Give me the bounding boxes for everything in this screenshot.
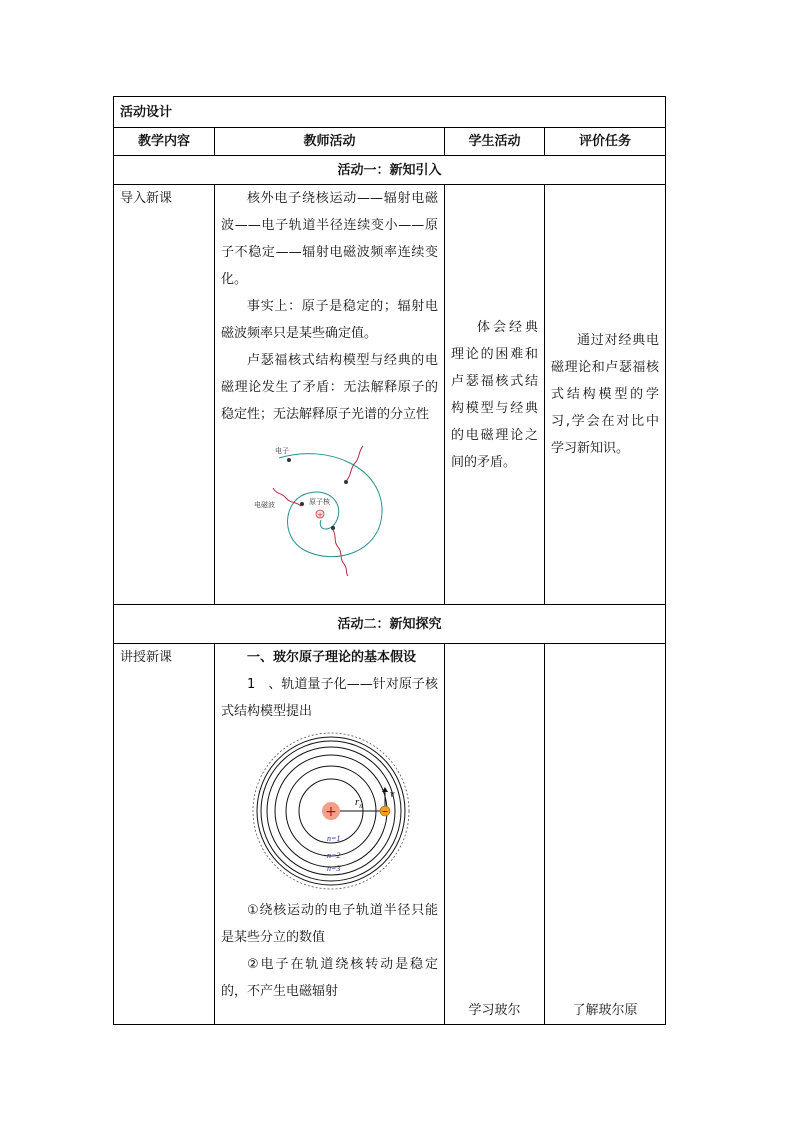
activity1-content: 导入新课 bbox=[114, 185, 215, 605]
activity2-content: 讲授新课 bbox=[114, 644, 215, 1025]
electron-dot-1 bbox=[287, 458, 291, 462]
nucleus-plus: + bbox=[317, 511, 323, 519]
electron-label: 电子 bbox=[275, 447, 289, 455]
activity1-teacher-p1: 核外电子绕核运动——辐射电磁波——电子轨道半径连续变小——原子不稳定——辐射电磁波频率连续变化。 bbox=[221, 191, 438, 287]
orbit-label-n1: n=1 bbox=[327, 834, 341, 843]
nucleus-label: 原子核 bbox=[309, 498, 330, 506]
em-wave-bottom bbox=[333, 530, 348, 576]
activity1-title: 活动一：新知引入 bbox=[114, 156, 666, 185]
activity1-evaluation bbox=[545, 185, 666, 605]
bohr-orbit-figure bbox=[251, 731, 411, 891]
lesson-plan-table bbox=[113, 96, 666, 1025]
activity2-item2: ②电子在轨道绕核转动是稳定的，不产生电磁辐射 bbox=[221, 957, 438, 999]
em-wave-label: 电磁波 bbox=[254, 501, 275, 509]
activity1-teacher bbox=[215, 185, 445, 605]
orbit-label-n2: n=2 bbox=[327, 851, 341, 860]
activity2-evaluation: 了解玻尔原 bbox=[545, 644, 666, 1025]
em-wave-left bbox=[273, 488, 301, 506]
header-evaluation: 评价任务 bbox=[545, 128, 666, 156]
section-title: 活动设计 bbox=[114, 97, 666, 128]
electron-minus: − bbox=[381, 807, 389, 816]
activity2-point1: 1 、轨道量子化——针对原子核式结构模型提出 bbox=[221, 677, 438, 719]
activity2-student: 学习玻尔 bbox=[445, 644, 545, 1025]
activity2-teacher bbox=[215, 644, 445, 1025]
nucleus-plus: + bbox=[325, 804, 337, 820]
header-content: 教学内容 bbox=[114, 128, 215, 156]
activity1-evaluation-text: 通过对经典电磁理论和卢瑟福核式结构模型的学习,学会在对比中学习新知识。 bbox=[551, 333, 660, 456]
activity2-item1: ①绕核运动的电子轨道半径只能是某些分立的数值 bbox=[221, 903, 438, 945]
header-teacher: 教师活动 bbox=[215, 128, 445, 156]
activity1-teacher-p3: 卢瑟福核式结构模型与经典的电磁理论发生了矛盾：无法解释原子的稳定性；无法解释原子光谱的分立性 bbox=[221, 353, 438, 422]
activity2-heading: 一、玻尔原子理论的基本假设 bbox=[247, 650, 417, 665]
electron-dot-3 bbox=[300, 502, 304, 506]
orbit-label-n3: n=3 bbox=[327, 864, 341, 873]
header-student: 学生活动 bbox=[445, 128, 545, 156]
electron-dot-2 bbox=[344, 480, 348, 484]
activity2-title: 活动二：新知探究 bbox=[114, 605, 666, 644]
radius-label: $r_n$ bbox=[355, 796, 363, 810]
spiral-orbit-path bbox=[279, 454, 382, 557]
electron-dot-4 bbox=[331, 526, 335, 530]
activity1-teacher-p2: 事实上：原子是稳定的；辐射电磁波频率只是某些确定值。 bbox=[221, 299, 438, 341]
activity1-student-text: 体会经典理论的困难和卢瑟福核式结构模型与经典的电磁理论之间的矛盾。 bbox=[451, 319, 538, 470]
activity1-student bbox=[445, 185, 545, 605]
spiral-orbit-figure bbox=[249, 438, 399, 578]
velocity-label: v bbox=[390, 789, 395, 800]
